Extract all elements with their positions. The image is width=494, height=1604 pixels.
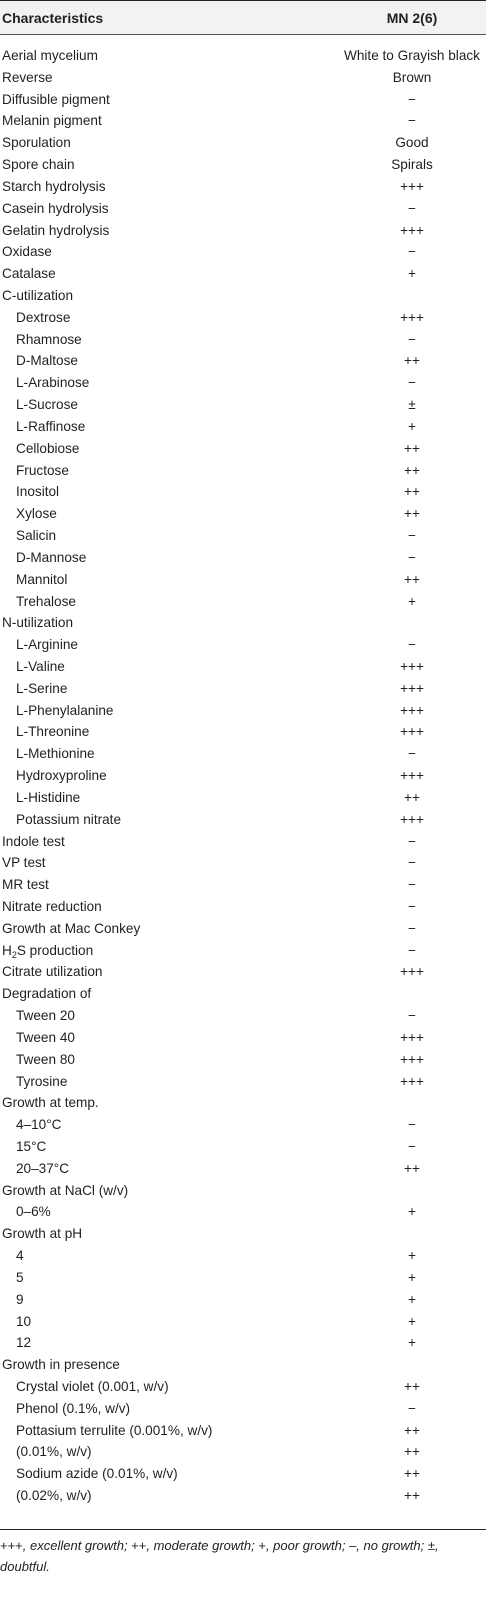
row-value: ++ — [404, 1488, 420, 1504]
row-label: Sporulation — [2, 135, 71, 151]
footnote-text: , poor growth; — [265, 1538, 350, 1553]
table-row — [0, 569, 486, 591]
row-label: Spore chain — [2, 157, 75, 173]
row-label: 0–6% — [16, 1204, 51, 1220]
table-row — [0, 1092, 486, 1114]
row-label: Phenol (0.1%, w/v) — [16, 1400, 131, 1416]
row-value: +++ — [400, 222, 424, 238]
table-row — [0, 1245, 486, 1267]
table-row — [0, 547, 486, 569]
table-row — [0, 1114, 486, 1136]
table-row — [0, 372, 486, 394]
table-row — [0, 1311, 486, 1333]
row-label: Pottasium terrulite (0.001%, w/v) — [16, 1422, 213, 1438]
row-value: − — [408, 1400, 416, 1416]
table-row — [0, 1049, 486, 1071]
row-value: − — [408, 1139, 416, 1154]
row-value: White to Grayish black — [344, 48, 480, 63]
row-value: +++ — [400, 702, 424, 718]
row-label: Aerial mycelium — [2, 48, 98, 63]
row-value: − — [408, 855, 416, 871]
row-label: Indole test — [2, 833, 65, 849]
footnote-text: , no growth; — [356, 1538, 428, 1553]
table-body — [0, 45, 486, 1531]
row-label: Potassium nitrate — [16, 811, 122, 827]
row-label: 4–10°C — [16, 1117, 62, 1133]
table-row — [0, 591, 486, 613]
row-label: L-Sucrose — [16, 397, 78, 413]
row-value: − — [408, 549, 416, 565]
row-value: − — [408, 91, 416, 107]
table-row — [0, 831, 486, 853]
row-value: Spirals — [391, 157, 433, 173]
row-label: Growth at pH — [2, 1226, 83, 1242]
table-row — [0, 1267, 486, 1289]
row-label: D-Maltose — [16, 353, 78, 369]
table-row — [0, 154, 486, 176]
row-value: − — [408, 200, 416, 216]
row-label: Gelatin hydrolysis — [2, 222, 110, 238]
row-label: L-Phenylalanine — [16, 702, 114, 718]
row-label: Tween 20 — [16, 1008, 75, 1024]
row-label: Salicin — [16, 528, 57, 544]
table-row — [0, 1398, 486, 1420]
row-label: Sodium azide (0.01%, w/v) — [16, 1466, 178, 1482]
row-label: Melanin pigment — [2, 113, 102, 129]
table-row — [0, 1485, 486, 1507]
table-row — [0, 918, 486, 940]
row-label: L-Arabinose — [16, 375, 90, 391]
row-value: − — [408, 637, 416, 653]
table-row — [0, 656, 486, 678]
row-value: − — [408, 244, 416, 260]
row-value: ± — [408, 397, 416, 413]
table-row — [0, 1223, 486, 1245]
table-row — [0, 612, 486, 634]
row-value: ++ — [404, 789, 420, 805]
row-value: − — [408, 113, 416, 129]
row-value: +++ — [400, 768, 424, 784]
table-row — [0, 961, 486, 983]
row-label: Nitrate reduction — [2, 898, 102, 914]
table-row — [0, 263, 486, 285]
table-row — [0, 1180, 486, 1202]
row-label: 10 — [16, 1313, 32, 1329]
row-value: +++ — [400, 1051, 424, 1067]
footnote-symbol: +++ — [0, 1538, 23, 1553]
table-row — [0, 438, 486, 460]
row-label: D-Mannose — [16, 549, 87, 565]
row-value: +++ — [400, 811, 424, 827]
table-row — [0, 198, 486, 220]
footnote-symbol: + — [258, 1538, 266, 1553]
table-row — [0, 132, 486, 154]
table-row — [0, 285, 486, 307]
row-label: Trehalose — [16, 593, 76, 609]
row-label: Hydroxyproline — [16, 768, 107, 784]
table-row — [0, 525, 486, 547]
table-row — [0, 1136, 486, 1158]
row-value: + — [408, 418, 416, 434]
row-label: 5 — [16, 1269, 24, 1285]
row-label: 9 — [16, 1291, 24, 1307]
row-label: Crystal violet (0.001, w/v) — [16, 1379, 169, 1395]
table-row — [0, 220, 486, 242]
table-row — [0, 45, 486, 67]
row-value: ++ — [404, 571, 420, 587]
row-value: +++ — [400, 724, 424, 740]
row-value: +++ — [400, 658, 424, 674]
row-label: L-Threonine — [16, 724, 90, 740]
table-row — [0, 983, 486, 1005]
row-label: Growth at temp. — [2, 1095, 99, 1111]
row-value: + — [408, 266, 416, 282]
row-label: Tyrosine — [16, 1073, 68, 1089]
row-label: Growth at Mac Conkey — [2, 920, 141, 936]
row-value: ++ — [404, 440, 420, 456]
row-value: +++ — [400, 680, 424, 696]
row-label: 20–37°C — [16, 1160, 70, 1176]
row-label: Citrate utilization — [2, 964, 103, 980]
row-label: Degradation of — [2, 986, 92, 1002]
table-row — [0, 481, 486, 503]
row-value: +++ — [400, 964, 424, 980]
row-label: Growth at NaCl (w/v) — [2, 1182, 129, 1198]
table-row — [0, 1289, 486, 1311]
table-row — [0, 809, 486, 831]
row-label: Diffusible pigment — [2, 91, 110, 107]
table-row — [0, 634, 486, 656]
row-value: +++ — [400, 178, 424, 194]
row-value: − — [408, 942, 416, 958]
table-row — [0, 176, 486, 198]
table-row — [0, 307, 486, 329]
row-label: Dextrose — [16, 309, 71, 325]
row-value: + — [408, 1269, 416, 1285]
row-value: + — [408, 1291, 416, 1307]
row-label: (0.02%, w/v) — [16, 1488, 92, 1504]
table-row — [0, 765, 486, 787]
row-value: − — [408, 898, 416, 914]
row-value: + — [408, 1313, 416, 1329]
table-row — [0, 1071, 486, 1093]
row-value: − — [408, 331, 416, 347]
row-value: +++ — [400, 1073, 424, 1089]
header-strain: MN 2(6) — [386, 10, 438, 26]
row-label: $H_2S$ production — [2, 942, 94, 960]
row-value: + — [408, 593, 416, 609]
row-label: L-Serine — [16, 680, 68, 696]
table-row — [0, 503, 486, 525]
row-value: − — [408, 375, 416, 391]
table-row — [0, 1332, 486, 1354]
row-label: Starch hydrolysis — [2, 178, 106, 194]
table-row — [0, 721, 486, 743]
table-row — [0, 1376, 486, 1398]
table-row — [0, 89, 486, 111]
table-row — [0, 110, 486, 132]
row-value: ++ — [404, 1466, 420, 1482]
row-value: ++ — [404, 1444, 420, 1460]
row-value: ++ — [404, 1160, 420, 1176]
row-value: ++ — [404, 484, 420, 500]
row-label: Reverse — [2, 69, 53, 85]
row-value: − — [408, 1117, 416, 1133]
footnote-symbol: ± — [427, 1538, 435, 1553]
table-row — [0, 416, 486, 438]
table-row — [0, 678, 486, 700]
footnote-symbol: ++ — [131, 1538, 147, 1553]
table-row — [0, 874, 486, 896]
table-row — [0, 241, 486, 263]
row-label: 12 — [16, 1335, 32, 1351]
table-row — [0, 329, 486, 351]
table-row — [0, 1005, 486, 1027]
table-row — [0, 1158, 486, 1180]
row-label: C-utilization — [2, 288, 74, 304]
row-value: + — [408, 1204, 416, 1220]
table-row — [0, 1463, 486, 1485]
row-label: N-utilization — [2, 615, 74, 631]
table-row — [0, 940, 486, 962]
row-value: Good — [395, 135, 429, 151]
row-value: − — [408, 877, 416, 893]
table-row — [0, 787, 486, 809]
row-label: L-Histidine — [16, 789, 81, 805]
table-row — [0, 1441, 486, 1463]
table-header — [0, 0, 486, 35]
row-value: ++ — [404, 1379, 420, 1395]
row-label: Oxidase — [2, 244, 52, 260]
row-label: L-Arginine — [16, 637, 78, 653]
row-label: Fructose — [16, 462, 69, 478]
table-row — [0, 350, 486, 372]
footnote-text: , doubtful. — [0, 1538, 439, 1574]
row-value: ++ — [404, 353, 420, 369]
table-footnote — [0, 1535, 490, 1577]
row-label: Mannitol — [16, 571, 68, 587]
row-label: Tween 40 — [16, 1029, 75, 1045]
row-label: Growth in presence — [2, 1357, 120, 1373]
footnote-text: , excellent growth; — [22, 1538, 132, 1553]
table-row — [0, 1420, 486, 1442]
row-label: 15°C — [16, 1139, 47, 1154]
row-label: VP test — [2, 855, 46, 871]
row-value: − — [408, 1008, 416, 1024]
row-label: MR test — [2, 877, 49, 893]
header-characteristics: Characteristics — [2, 10, 104, 26]
row-value: + — [408, 1248, 416, 1264]
table-row — [0, 67, 486, 89]
row-value: +++ — [400, 309, 424, 325]
row-label: Catalase — [2, 266, 56, 282]
footnote-text: , moderate growth; — [146, 1538, 259, 1553]
row-label: Casein hydrolysis — [2, 200, 109, 216]
table-row — [0, 1027, 486, 1049]
table-row — [0, 1201, 486, 1223]
row-value: Brown — [392, 69, 432, 85]
table-row — [0, 896, 486, 918]
table-row — [0, 1354, 486, 1376]
table-row — [0, 743, 486, 765]
table-row — [0, 460, 486, 482]
row-value: − — [408, 528, 416, 544]
row-label: Cellobiose — [16, 440, 80, 456]
row-value: − — [408, 920, 416, 936]
table-row — [0, 394, 486, 416]
row-label: Tween 80 — [16, 1051, 75, 1067]
row-label: 4 — [16, 1248, 24, 1264]
row-value: + — [408, 1335, 416, 1351]
row-label: (0.01%, w/v) — [16, 1444, 92, 1460]
row-value: − — [408, 833, 416, 849]
row-value: +++ — [400, 1029, 424, 1045]
row-label: Xylose — [16, 506, 57, 522]
table-row — [0, 852, 486, 874]
row-label: L-Raffinose — [16, 418, 86, 434]
row-value: − — [408, 746, 416, 762]
row-value: ++ — [404, 506, 420, 522]
table-row — [0, 700, 486, 722]
row-value: ++ — [404, 1422, 420, 1438]
row-value: ++ — [404, 462, 420, 478]
row-label: L-Valine — [16, 658, 65, 674]
row-label: L-Methionine — [16, 746, 95, 762]
table-bottom-rule — [0, 1529, 486, 1530]
footnote-symbol: – — [349, 1538, 357, 1553]
row-label: Inositol — [16, 484, 60, 500]
row-label: Rhamnose — [16, 331, 82, 347]
